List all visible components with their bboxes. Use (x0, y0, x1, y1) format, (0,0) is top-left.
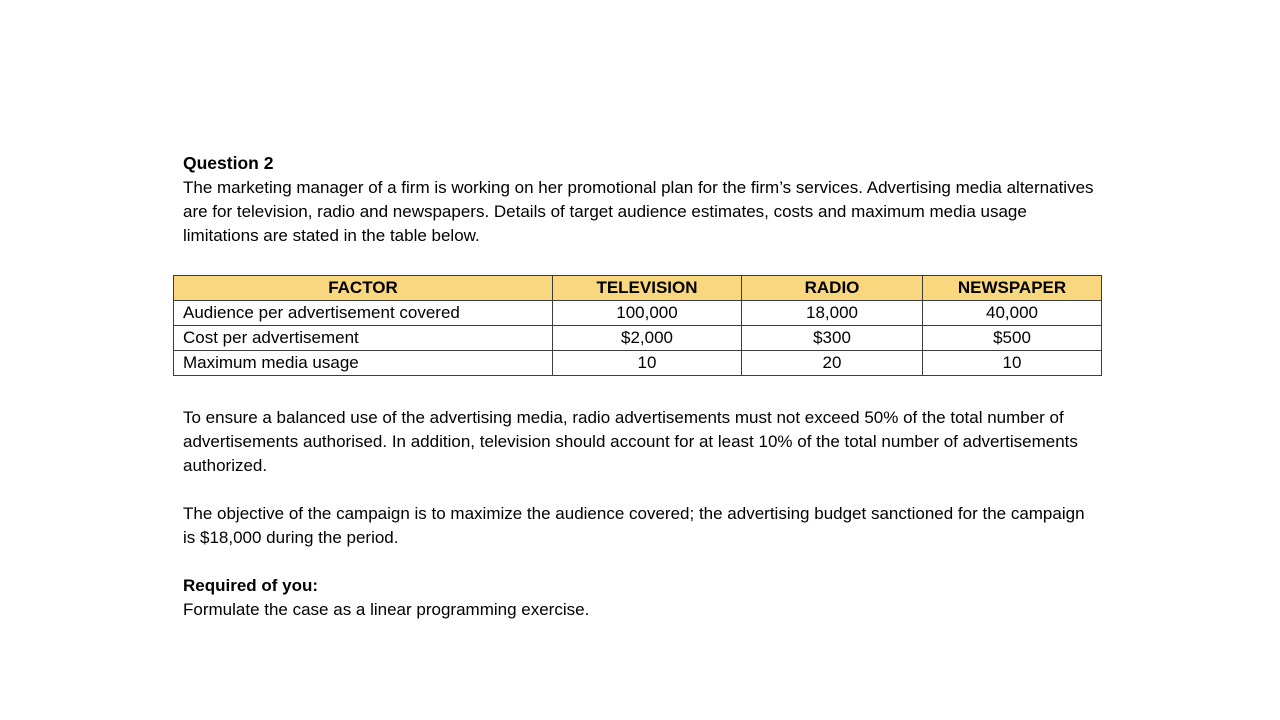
column-header-television: TELEVISION (553, 276, 742, 301)
table-row (174, 301, 1102, 326)
table-row (174, 351, 1102, 376)
cell-audience-newspaper: 40,000 (923, 301, 1102, 326)
intro-paragraph: The marketing manager of a firm is working on her promotional plan for the firm’s services. Advertising media alternatives are for television, radio and newspapers. Details of target audience estimates, costs and maximum media usage limitations are stated in the table below. (183, 178, 1094, 245)
cell-usage-television: 10 (553, 351, 742, 376)
cell-usage-factor: Maximum media usage (174, 351, 553, 376)
cell-usage-newspaper: 10 (923, 351, 1102, 376)
cell-usage-radio: 20 (742, 351, 923, 376)
required-text: Formulate the case as a linear programming exercise. (183, 600, 590, 619)
cell-cost-factor: Cost per advertisement (174, 326, 553, 351)
column-header-radio: RADIO (742, 276, 923, 301)
cell-cost-radio: $300 (742, 326, 923, 351)
document-content (173, 150, 1101, 622)
table-header-row (174, 276, 1102, 301)
required-heading: Required of you: (183, 576, 319, 595)
column-header-factor: FACTOR (174, 276, 553, 301)
table-row (174, 326, 1102, 351)
cell-cost-newspaper: $500 (923, 326, 1102, 351)
cell-audience-radio: 18,000 (742, 301, 923, 326)
cell-audience-television: 100,000 (553, 301, 742, 326)
media-factors-table (173, 275, 1102, 376)
cell-cost-television: $2,000 (553, 326, 742, 351)
cell-audience-factor: Audience per advertisement covered (174, 301, 553, 326)
constraints-paragraph: To ensure a balanced use of the advertising media, radio advertisements must not exceed 50% of the total number of advertisements authorised. In addition, television should account for at least 10% of the total number of advertisements authorized. (183, 408, 1078, 475)
column-header-newspaper: NEWSPAPER (923, 276, 1102, 301)
objective-paragraph: The objective of the campaign is to maximize the audience covered; the advertising budget sanctioned for the campaign is $18,000 during the period. (183, 504, 1085, 547)
question-title: Question 2 (183, 153, 274, 173)
